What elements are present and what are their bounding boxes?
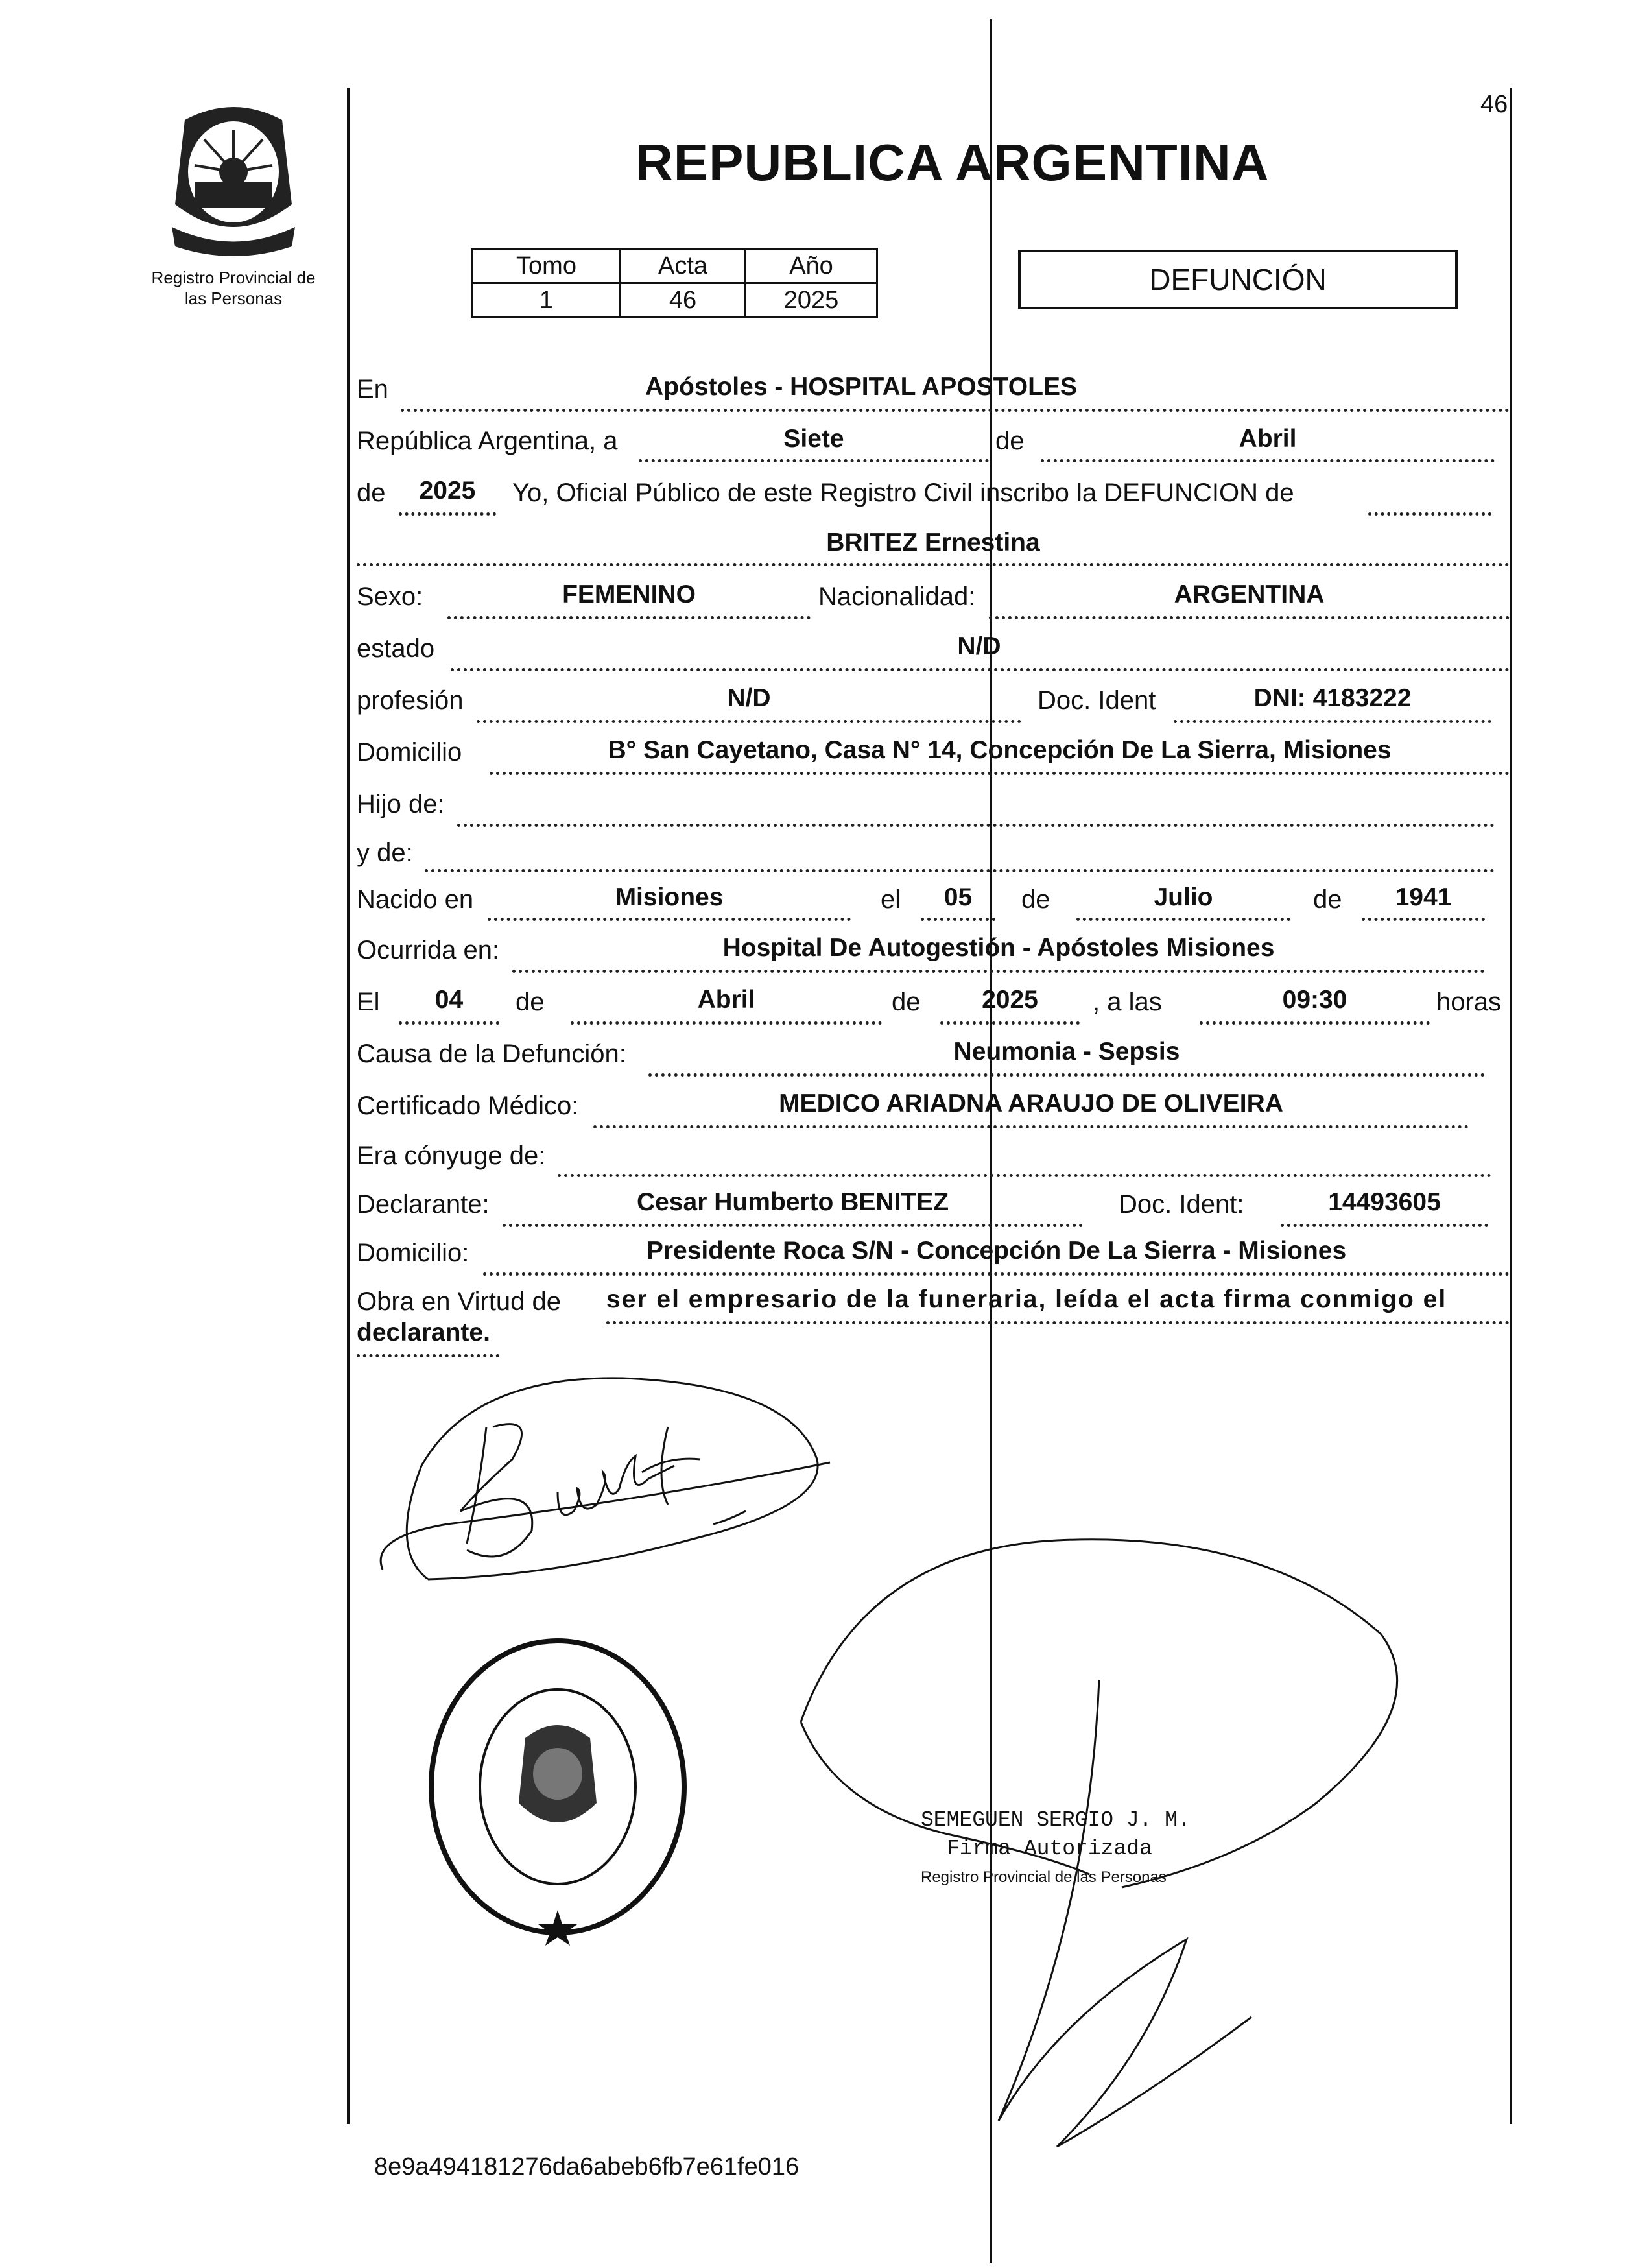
nacido-label: Nacido en — [357, 885, 474, 914]
year-value: 2025 — [419, 477, 476, 505]
doc-label: Doc. Ident — [1038, 686, 1156, 715]
certificado-line — [593, 1125, 1469, 1128]
signer-role: Firma Autorizada — [947, 1837, 1152, 1861]
acta-header: Acta — [621, 249, 746, 283]
obra-value: ser el empresario de la funeraria, leída el acta firma conmigo el — [606, 1285, 1447, 1313]
el2-label: El — [357, 988, 380, 1016]
declarante-line — [503, 1224, 1083, 1227]
name-line — [357, 563, 1510, 566]
obra-value2: declarante. — [357, 1319, 490, 1346]
domicilio2-value: Presidente Roca S/N - Concepción De La Sierra - Misiones — [646, 1237, 1347, 1265]
ocurrida-value: Hospital De Autogestión - Apóstoles Misiones — [722, 934, 1275, 962]
hijo-label: Hijo de: — [357, 790, 445, 818]
year-line — [399, 512, 496, 516]
ocurrida-line — [512, 970, 1485, 973]
sexo-value: FEMENINO — [562, 580, 696, 608]
nacionalidad-value: ARGENTINA — [1174, 580, 1325, 608]
day-line — [639, 459, 989, 462]
yde-line — [425, 869, 1495, 872]
right-margin-line — [1510, 88, 1512, 2124]
estado-value: N/D — [957, 632, 1001, 660]
profesion-label: profesión — [357, 686, 464, 715]
obra-line — [606, 1321, 1510, 1324]
birth-month: Julio — [1154, 883, 1213, 911]
yde-label: y de: — [357, 839, 413, 867]
republica-label: República Argentina, a — [357, 427, 618, 455]
declarant-signature — [363, 1349, 856, 1608]
doc2-line — [1281, 1224, 1488, 1227]
en-line — [401, 409, 1510, 412]
nacido-value: Misiones — [615, 883, 724, 911]
death-time: 09:30 — [1282, 986, 1347, 1014]
birth-month-line — [1076, 918, 1290, 921]
nacionalidad-line — [989, 616, 1510, 619]
de5-label: de — [892, 988, 921, 1016]
de4-label: de — [516, 988, 545, 1016]
ocurrida-label: Ocurrida en: — [357, 936, 500, 964]
record-table — [471, 248, 878, 318]
death-day-line — [399, 1021, 499, 1025]
death-day: 04 — [434, 986, 464, 1014]
document-hash: 8e9a494181276da6abeb6fb7e61fe016 — [374, 2153, 800, 2180]
causa-value: Neumonia - Sepsis — [953, 1038, 1180, 1066]
nacido-line — [488, 918, 851, 921]
left-margin-line — [347, 88, 350, 2124]
sexo-line — [447, 616, 811, 619]
record-type-box: DEFUNCIÓN — [1018, 250, 1458, 309]
alas-label: , a las — [1093, 988, 1162, 1016]
death-month: Abril — [697, 986, 755, 1014]
yo-line — [1368, 512, 1491, 516]
hijo-line — [457, 824, 1495, 827]
signer-org: Registro Provincial de las Personas — [921, 1868, 1167, 1886]
acta-value: 46 — [621, 283, 746, 318]
signature-block — [921, 1806, 1191, 1892]
de3-label: de — [1313, 885, 1342, 914]
death-month-line — [571, 1021, 882, 1025]
en-label: En — [357, 375, 388, 403]
declarante-label: Declarante: — [357, 1190, 490, 1219]
el-label: el — [881, 885, 901, 914]
causa-label: Causa de la Defunción: — [357, 1040, 626, 1068]
declarante-value: Cesar Humberto BENITEZ — [636, 1188, 949, 1216]
doc-value: DNI: 4183222 — [1253, 684, 1412, 712]
obra-label: Obra en Virtud de — [357, 1287, 562, 1316]
doc2-label: Doc. Ident: — [1119, 1190, 1244, 1219]
page-title: REPUBLICA ARGENTINA — [635, 134, 1270, 191]
domicilio2-line — [483, 1272, 1510, 1276]
signer-name: SEMEGUEN SERGIO J. M. — [921, 1808, 1191, 1832]
anio-value: 2025 — [746, 283, 877, 318]
month-line — [1041, 459, 1495, 462]
domicilio-line — [490, 772, 1510, 775]
horas-label: horas — [1436, 988, 1502, 1016]
tomo-value: 1 — [473, 283, 621, 318]
profesion-value: N/D — [727, 684, 771, 712]
de-label: de — [995, 427, 1025, 455]
nacionalidad-label: Nacionalidad: — [818, 582, 976, 611]
domicilio-value: B° San Cayetano, Casa N° 14, Concepción De La Sierra, Misiones — [608, 736, 1392, 764]
yo-text: Yo, Oficial Público de este Registro Civil inscribo la DEFUNCION de — [512, 479, 1294, 507]
domicilio2-label: Domicilio: — [357, 1239, 469, 1267]
death-year-line — [940, 1021, 1080, 1025]
page-number: 46 — [1480, 91, 1508, 118]
tomo-header: Tomo — [473, 249, 621, 283]
doc2-value: 14493605 — [1328, 1188, 1441, 1216]
province-logo — [159, 101, 308, 256]
de2-label: de — [1021, 885, 1050, 914]
official-stamp — [421, 1634, 694, 1946]
death-year: 2025 — [982, 986, 1038, 1014]
causa-line — [648, 1073, 1485, 1077]
birth-day-line — [921, 918, 995, 921]
registry-label: Registro Provincial de las Personas — [151, 268, 316, 308]
en-value: Apóstoles - HOSPITAL APOSTOLES — [645, 373, 1077, 401]
death-time-line — [1200, 1021, 1430, 1025]
domicilio-label: Domicilio — [357, 738, 462, 767]
birth-year: 1941 — [1395, 883, 1452, 911]
month-value: Abril — [1239, 425, 1297, 453]
day-value: Siete — [783, 425, 844, 453]
conyuge-label: Era cónyuge de: — [357, 1141, 546, 1170]
birth-year-line — [1362, 918, 1485, 921]
doc-line — [1174, 720, 1491, 723]
certificado-label: Certificado Médico: — [357, 1092, 579, 1120]
profesion-line — [477, 720, 1021, 723]
year-label: de — [357, 479, 386, 507]
sexo-label: Sexo: — [357, 582, 423, 611]
birth-day: 05 — [943, 883, 973, 911]
estado-label: estado — [357, 634, 435, 663]
anio-header: Año — [746, 249, 877, 283]
estado-line — [451, 668, 1510, 671]
conyuge-line — [558, 1174, 1491, 1177]
deceased-name: BRITEZ Ernestina — [826, 529, 1040, 556]
certificado-value: MEDICO ARIADNA ARAUJO DE OLIVEIRA — [779, 1090, 1283, 1117]
